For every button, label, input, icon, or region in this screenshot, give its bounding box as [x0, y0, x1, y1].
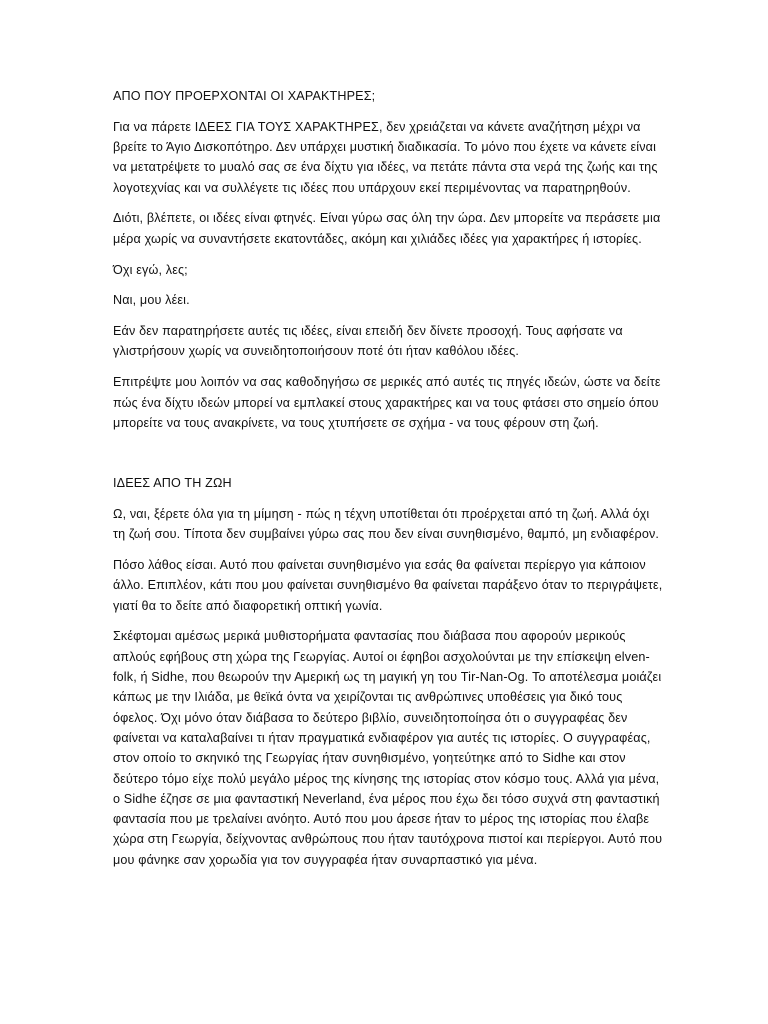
section-title-characters: ΑΠΟ ΠΟΥ ΠΡΟΕΡΧΟΝΤΑΙ ΟΙ ΧΑΡΑΚΤΗΡΕΣ;	[113, 89, 376, 103]
paragraph: Ναι, μου λέει.	[113, 293, 190, 308]
paragraph: Διότι, βλέπετε, οι ιδέες είναι φτηνές. Είναι γύρω σας όλη την ώρα. Δεν μπορείτε να περάσετε μια μέρα χωρίς να συναντήσετε εκατοντάδες, ακόμη και χιλιάδες ιδέες για χαρακτήρες ή ιστορίες.	[113, 211, 661, 246]
paragraph: Ω, ναι, ξέρετε όλα για τη μίμηση - πώς η τέχνη υποτίθεται ότι προέρχεται από τη ζωή. Αλλά όχι τη ζωή σου. Τίποτα δεν συμβαίνει γύρω σας που δεν είναι συνηθισμένο, θαμπό, μη ενδιαφέρον.	[113, 506, 660, 542]
section-title-ideas-from-life: ΙΔΕΕΣ ΑΠΟ ΤΗ ΖΩΗ	[113, 476, 232, 491]
paragraph: Σκέφτομαι αμέσως μερικά μυθιστορήματα φαντασίας που διάβασα που αφορούν μερικούς απλούς εφήβους στη χώρα της Γεωργίας. Αυτοί οι έφηβοι ασχολούνται με την επίσκεψη elven-folk, ή Sidhe, που θεωρούν την Αμερική ως τη μαγική γη του Tir-Nan-Og. Το αποτέλεσμα μοιάζει κάπως με την Ιλιάδα, με θεϊκά όντα να χειρίζονται τις ανθρώπινες υποθέσεις για δικό τους όφελος. Όχι μόνο όταν διάβασα το δεύτερο βιβλίο, συνειδητοποίησα ότι ο συγγραφέας δεν φαίνεται να καταλαβαίνει τι ήταν πραγματικά ενδιαφέρον για αυτές τις ιστορίες. Ο συγγραφέας, στον οποίο το σκηνικό της Γεωργίας ήταν συνηθισμένο, γοητεύτηκε από το Sidhe και στον δεύτερο τόμο είχε πολύ μεγάλο μέρος της κίνησης της ιστορίας στον κόσμο τους. Αλλά για μένα, ο Sidhe έζησε σε μια φανταστική Neverland, ένα μέρος που έχω δει τόσο συχνά στη φανταστική φαντασία που με τρελαίνει ανόητο. Αυτό που μου άρεσε ήταν το μέρος της ιστορίας που έλαβε χώρα στη Γεωργία, δείχνοντας ανθρώπους που ήταν ταυτόχρονα πιστοί και περίεργοι. Αυτό που μου φάνηκε σαν χορωδία για τον συγγραφέα ήταν συναρπαστικό για μένα.	[113, 629, 663, 867]
paragraph: Όχι εγώ, λες;	[113, 262, 188, 277]
paragraph: Εάν δεν παρατηρήσετε αυτές τις ιδέες, είναι επειδή δεν δίνετε προσοχή. Τους αφήσατε να γλιστρήσουν χωρίς να συνειδητοποιήσουν ποτέ ότι ήταν καθόλου ιδέες.	[113, 324, 623, 359]
paragraph: Επιτρέψτε μου λοιπόν να σας καθοδηγήσω σε μερικές από αυτές τις πηγές ιδεών, ώστε να δείτε πώς ένα δίχτυ ιδεών μπορεί να εμπλακεί στους χαρακτήρες και να τους φτάσει στο σημείο όπου μπορείτε να τους ανακρίνετε, να τους χτυπήσετε σε σχήμα - να τους φέρουν στη ζωή.	[113, 375, 661, 430]
paragraph: Πόσο λάθος είσαι. Αυτό που φαίνεται συνηθισμένο για εσάς θα φαίνεται περίεργο για κάποιον άλλο. Επιπλέον, κάτι που μου φαίνεται συνηθισμένο θα φαίνεται παράξενο όταν το περιγράψετε, γιατί θα το δείτε από διαφορετική οπτική γωνία.	[113, 558, 663, 613]
paragraph: Για να πάρετε ΙΔΕΕΣ ΓΙΑ ΤΟΥΣ ΧΑΡΑΚΤΗΡΕΣ, δεν χρειάζεται να κάνετε αναζήτηση μέχρι να βρείτε το Άγιο Δισκοπότηρο. Δεν υπάρχει μυστική διαδικασία. Το μόνο που έχετε να κάνετε είναι να μετατρέψετε το μυαλό σας σε ένα δίχτυ για ιδέες, να πετάτε πάντα στα νερά της ζωής και της λογοτεχνίας και να συλλέγετε τις ιδέες που υπάρχουν εκεί περιμένοντας να παρατηρηθούν.	[113, 119, 658, 195]
